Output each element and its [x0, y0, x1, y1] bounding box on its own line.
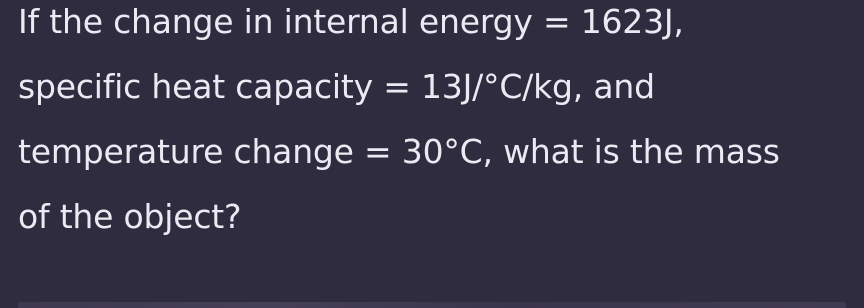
cut-off-next-line [18, 302, 846, 308]
question-text [18, 0, 856, 260]
question-line-1: If the change in internal energy = 1623J, [18, 2, 684, 41]
question-line-4: of the object? [18, 197, 242, 236]
question-line-2: specific heat capacity = 13J/°C/kg, and [18, 67, 655, 106]
question-line-3: temperature change = 30°C, what is the mass [18, 132, 780, 171]
